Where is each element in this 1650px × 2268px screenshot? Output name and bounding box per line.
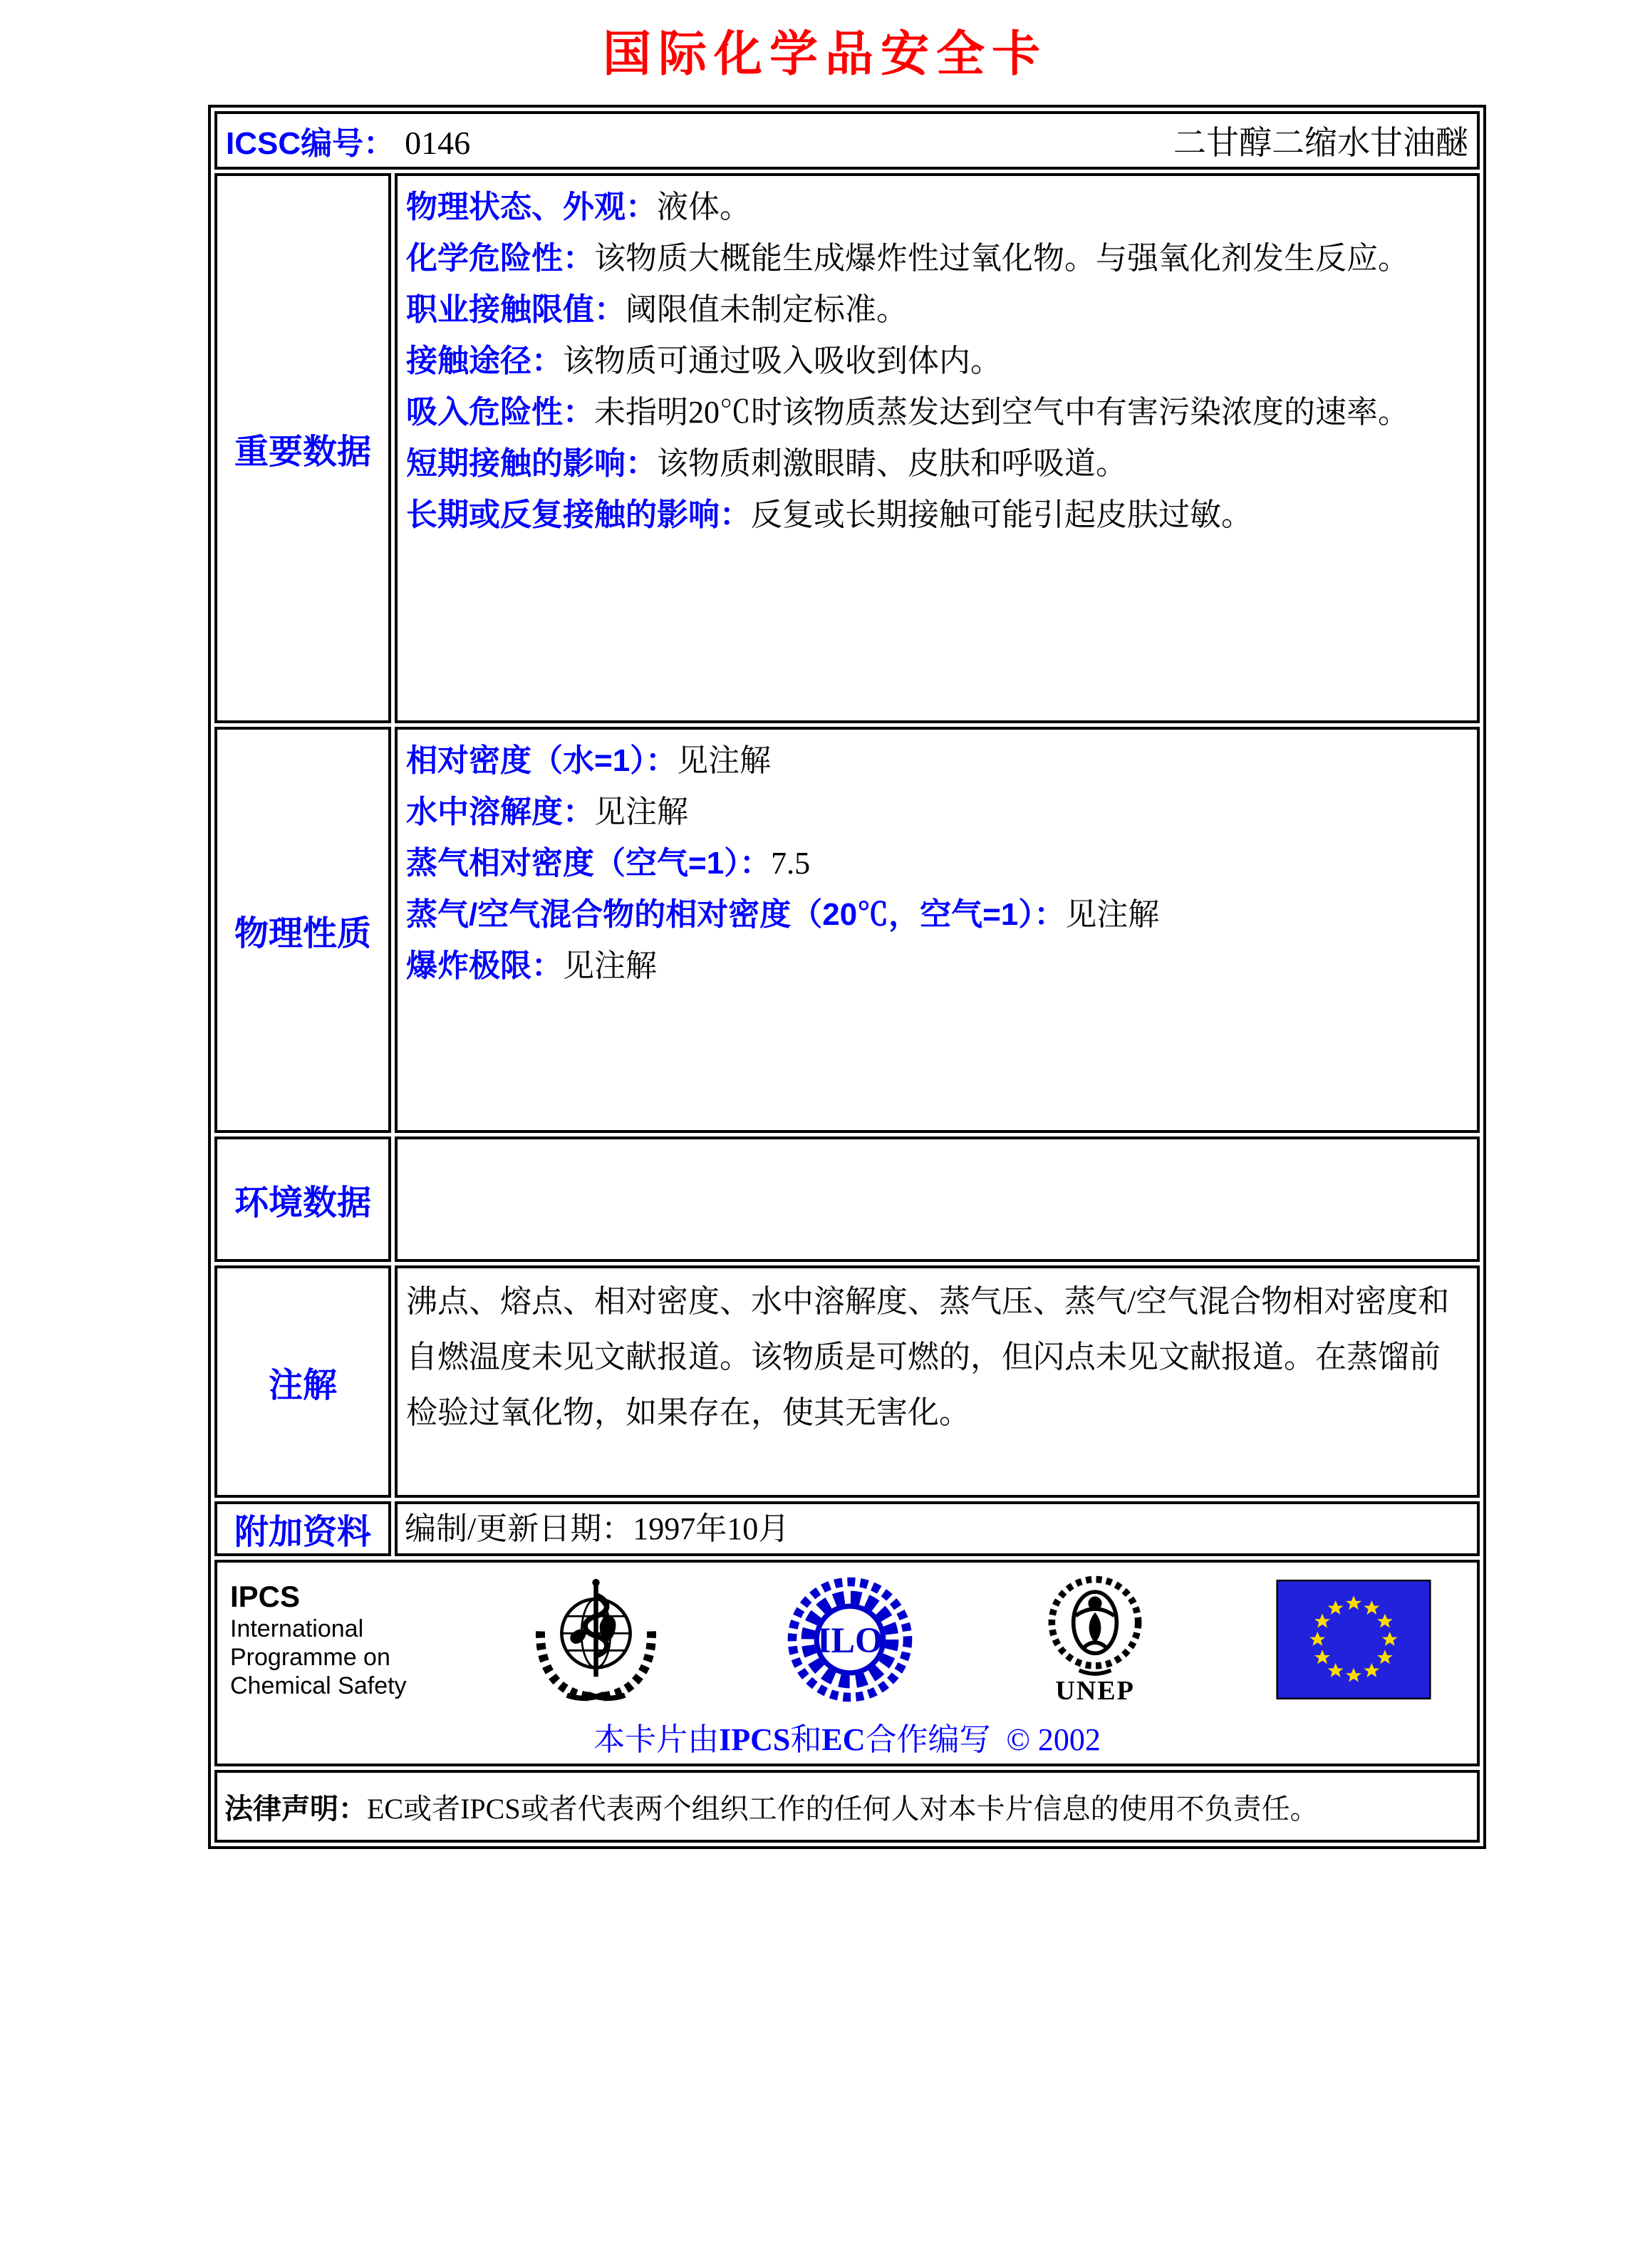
field-long-term-effects: 长期或反复接触的影响：反复或长期接触可能引起皮肤过敏。 [406,497,1252,532]
ipcs-block [230,1579,407,1700]
who-logo-icon [530,1574,662,1706]
field-exposure-route: 接触途径：该物质可通过吸入吸收到体内。 [406,343,1002,378]
section-content-notes [395,1265,1480,1498]
page-title: 国际化学品安全卡 [602,27,1047,81]
section-label-notes: 注解 [214,1265,391,1498]
icsc-number-value: 0146 [405,125,471,161]
field-inhalation-risk: 吸入危险性：未指明20℃时该物质蒸发达到空气中有害污染浓度的速率。 [406,395,1409,430]
field-relative-density: 相对密度（水=1）：见注解 [406,743,772,778]
section-content-environmental-data [395,1136,1480,1262]
ipcs-subtitle-line: International [230,1615,364,1642]
footer-row [214,1560,1480,1766]
field-short-term-effects: 短期接触的影响：该物质刺激眼睛、皮肤和呼吸道。 [406,446,1127,481]
ipcs-subtitle-line: Programme on [230,1643,390,1671]
logo-row [223,1570,1471,1707]
section-content-additional-info [395,1501,1480,1556]
field-chemical-danger: 化学危险性：该物质大概能生成爆炸性过氧化物。与强氧化剂发生反应。 [406,241,1409,276]
unep-logo-block [1038,1573,1152,1707]
unep-logo-icon [1038,1573,1152,1679]
section-label-important-data: 重要数据 [214,173,391,723]
section-row-environmental-data [214,1136,1480,1262]
svg-text:ILO: ILO [817,1620,883,1660]
legal-label: 法律声明： [224,1793,367,1825]
ipcs-subtitle-line: Chemical Safety [230,1672,407,1699]
legal-cell [214,1770,1480,1843]
field-vapor-density: 蒸气相对密度（空气=1）：7.5 [406,846,811,881]
field-occupational-limit: 职业接触限值：阈限值未制定标准。 [406,292,908,327]
chemical-name: 二甘醇二缩水甘油醚 [1173,125,1468,161]
footer-caption: 本卡片由IPCS和EC合作编写 © 2002 [593,1722,1101,1757]
footer-cell [214,1560,1480,1766]
section-row-important-data [214,173,1480,723]
legal-text: EC或者IPCS或者代表两个组织工作的任何人对本卡片信息的使用不负责任。 [367,1792,1319,1825]
header-cell [214,111,1480,170]
section-label-additional-info: 附加资料 [214,1501,391,1556]
notes-text: 沸点、熔点、相对密度、水中溶解度、蒸气压、蒸气/空气混合物相对密度和自燃温度未见文献报道。该物质是可燃的，但闪点未见文献报道。在蒸馏前检验过氧化物，如果存在，使其无害化。 [406,1284,1450,1430]
field-vapor-air-density: 蒸气/空气混合物的相对密度（20℃，空气=1）：见注解 [406,897,1160,932]
header-row [214,111,1480,170]
section-content-important-data [395,173,1480,723]
legal-row [214,1770,1480,1843]
field-water-solubility: 水中溶解度：见注解 [406,794,688,829]
icsc-card-table [208,105,1486,1849]
field-explosion-limit: 爆炸极限：见注解 [406,948,657,983]
ipcs-title: IPCS [230,1580,301,1614]
unep-logo-text: UNEP [1055,1676,1135,1706]
section-row-physical-properties [214,727,1480,1133]
field-update-date: 编制/更新日期：1997年10月 [405,1511,790,1546]
icsc-number-group [226,118,470,163]
section-row-additional-info [214,1501,1480,1556]
section-label-physical-properties: 物理性质 [214,727,391,1133]
eu-flag-icon [1276,1579,1431,1700]
section-content-physical-properties [395,727,1480,1133]
section-row-notes [214,1265,1480,1498]
icsc-number-label: ICSC编号： [226,126,395,161]
section-label-environmental-data: 环境数据 [214,1136,391,1262]
field-physical-state: 物理状态、外观：液体。 [406,190,751,224]
ilo-logo-icon [786,1575,914,1704]
